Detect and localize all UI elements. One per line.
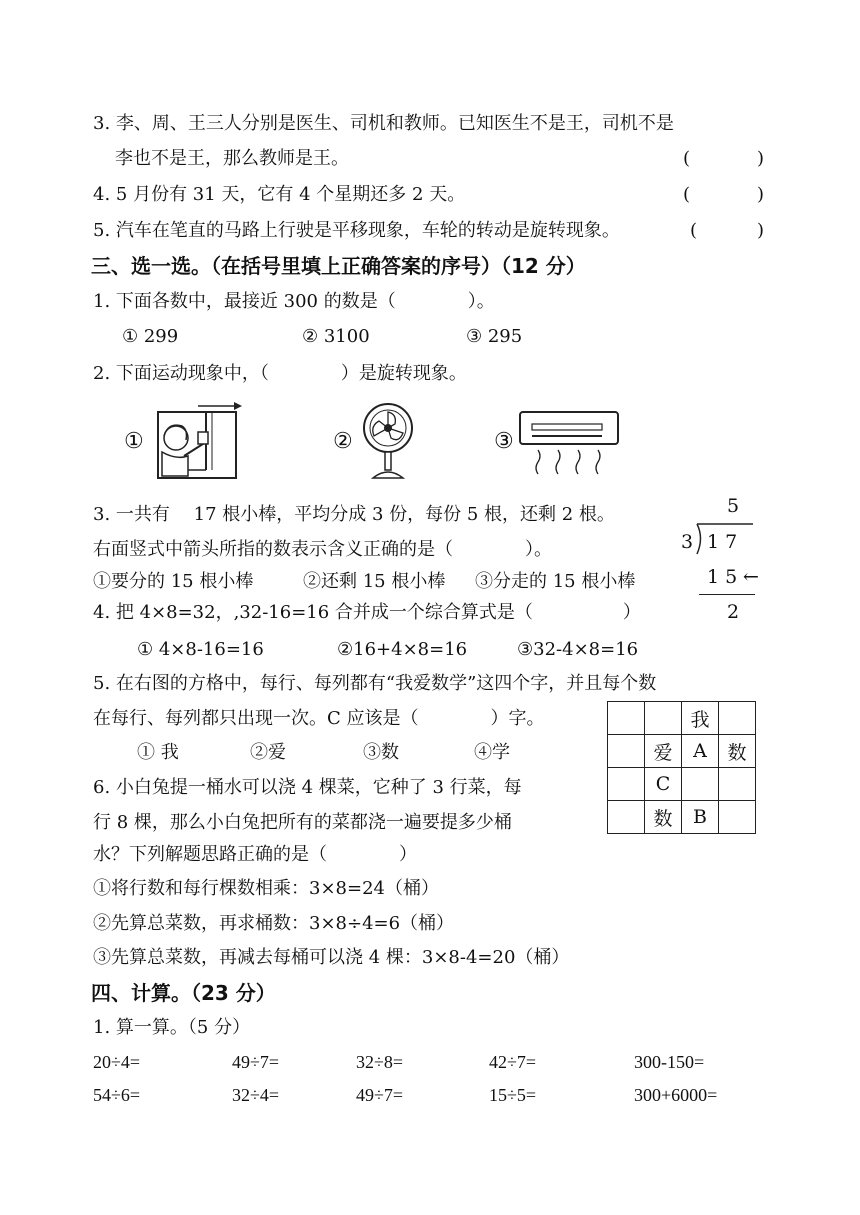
grid-cell [608,735,645,768]
answer-paren-close: ) [757,148,765,169]
grid-cell: 数 [719,735,756,768]
division-product: 1 5 [707,566,738,588]
s3-q1-option-1: ① 299 [122,326,179,347]
s3-q5-option-3: ③数 [363,742,399,763]
answer-paren-close: ) [757,184,765,205]
s3-q6-line3: 水？下列解题思路正确的是（ ） [93,844,417,865]
answer-paren-open: ( [690,220,698,241]
division-quotient: 5 [727,495,740,517]
grid-cell [608,702,645,735]
grid-row [608,768,756,801]
grid-row [608,801,756,834]
grid-cell: A [682,735,719,768]
s3-q2-label-3: ③ [494,429,514,454]
s4-sub1: 1. 算一算。（5 分） [93,1017,251,1038]
s3-q3-option-3: ③分走的 15 根小棒 [475,571,636,592]
s3-q6-option-1: ①将行数和每行棵数相乘：3×8=24（桶） [93,878,439,899]
s3-q4-option-3: ③32-4×8=16 [517,639,639,660]
electric-fan-icon [357,400,419,482]
s3-q2-label-2: ② [333,429,353,454]
grid-row [608,702,756,735]
s3-q4-option-2: ②16+4×8=16 [337,639,468,660]
s3-q1-option-3: ③ 295 [466,326,523,347]
division-dividend: 1 7 [707,531,738,553]
s3-q6-line2: 行 8 棵，那么小白兔把所有的菜都浇一遍要提多少桶 [93,812,512,833]
s3-q5-line1: 5. 在右图的方格中，每行、每列都有“我爱数学”这四个字，并且每个数 [93,673,657,694]
calc-item: 20÷4= [93,1052,141,1072]
judge-q5: 5. 汽车在笔直的马路上行驶是平移现象，车轮的转动是旋转现象。 [93,220,620,241]
s3-q3-line1: 3. 一共有 17 根小棒，平均分成 3 份，每份 5 根，还剩 2 根。 [93,504,615,525]
calc-item: 300+6000= [634,1085,718,1105]
air-conditioner-icon [518,410,622,476]
division-remainder: 2 [727,601,740,623]
grid-cell [719,801,756,834]
grid-cell [608,801,645,834]
calc-item: 32÷8= [356,1052,404,1072]
word-grid [607,701,756,834]
window-pushing-illustration [148,400,248,482]
s3-q5-line2: 在每行、每列都只出现一次。C 应该是（ ）字。 [93,708,545,729]
calc-item: 300-150= [634,1052,705,1072]
calc-item: 32÷4= [232,1085,280,1105]
s3-q1-option-2: ② 3100 [302,326,370,347]
section4-heading: 四、计算。（23 分） [91,981,276,1005]
grid-cell: 我 [682,702,719,735]
arrow-left-icon: ← [743,566,759,588]
s3-q2-label-1: ① [124,429,144,454]
answer-paren-open: ( [683,184,691,205]
judge-q4: 4. 5 月份有 31 天，它有 4 个星期还多 2 天。 [93,184,466,205]
s3-q5-option-2: ②爱 [250,742,286,763]
judge-q3-line2: 李也不是王，那么教师是王。 [115,148,349,169]
s3-q3-option-2: ②还剩 15 根小棒 [303,571,446,592]
calc-item: 49÷7= [232,1052,280,1072]
grid-cell: B [682,801,719,834]
grid-cell [608,768,645,801]
s3-q6-option-3: ③先算总菜数，再减去每桶可以浇 4 棵：3×8-4=20（桶） [93,947,570,968]
s3-q2: 2. 下面运动现象中，（ ）是旋转现象。 [93,363,467,384]
answer-paren-open: ( [683,148,691,169]
s3-q6-line1: 6. 小白兔提一桶水可以浇 4 棵菜，它种了 3 行菜，每 [93,777,522,798]
calc-item: 42÷7= [489,1052,537,1072]
grid-cell [645,702,682,735]
division-divisor: 3 [681,531,694,553]
grid-cell: 爱 [645,735,682,768]
s3-q4: 4. 把 4×8=32，,32-16=16 合并成一个综合算式是（ ） [93,602,641,623]
calc-item: 49÷7= [356,1085,404,1105]
calc-item: 15÷5= [489,1085,537,1105]
s3-q3-line2: 右面竖式中箭头所指的数表示含义正确的是（ ）。 [93,539,552,560]
judge-q3-line1: 3. 李、周、王三人分别是医生、司机和教师。已知医生不是王，司机不是 [93,113,674,134]
grid-cell [719,768,756,801]
division-bracket [693,522,755,556]
s3-q3-option-1: ①要分的 15 根小棒 [93,571,254,592]
grid-cell: 数 [645,801,682,834]
s3-q5-option-4: ④学 [474,742,510,763]
grid-cell [719,702,756,735]
s3-q1: 1. 下面各数中，最接近 300 的数是（ ）。 [93,291,495,312]
s3-q5-option-1: ① 我 [137,742,179,763]
s3-q4-option-1: ① 4×8-16=16 [137,639,264,660]
division-line [699,594,755,595]
section3-heading: 三、选一选。（在括号里填上正确答案的序号）（12 分） [91,254,586,278]
answer-paren-close: ) [757,220,765,241]
grid-cell [682,768,719,801]
grid-cell: C [645,768,682,801]
grid-row [608,735,756,768]
calc-item: 54÷6= [93,1085,141,1105]
s3-q6-option-2: ②先算总菜数，再求桶数：3×8÷4=6（桶） [93,913,455,934]
